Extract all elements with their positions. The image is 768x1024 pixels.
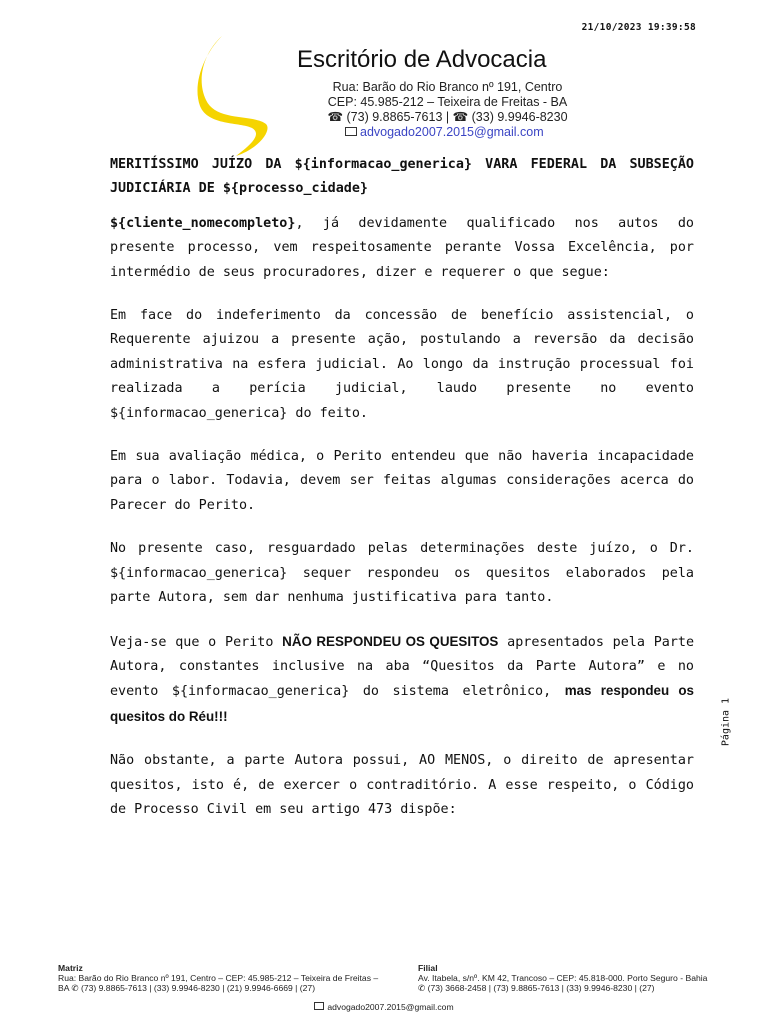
paragraph-present-case: No presente caso, resguardado pelas determinações deste juízo, o Dr. ${informacao_generica} sequer respondeu os quesitos elaborados pela parte Autora, sem dar nenhuma justificativa para tanto.	[110, 541, 694, 606]
footer-branch	[418, 963, 718, 993]
p5-text-a: Veja-se que o Perito	[110, 634, 283, 650]
page-number-label: Página 1	[720, 697, 732, 747]
footer-email[interactable]	[0, 1002, 768, 1012]
envelope-icon	[314, 1002, 324, 1010]
envelope-icon	[345, 127, 357, 136]
footer-right-line2: ✆ (73) 3668-2458 | (73) 9.8865-7613 | (33) 9.9946-8230 | (27)	[418, 983, 655, 993]
p5-bold-b: mas respondeu os quesitos do Réu!!!	[110, 683, 694, 724]
addressee-heading: MERITÍSSIMO JUÍZO DA ${informacao_generica} VARA FEDERAL DA SUBSEÇÃO JUDICIÁRIA DE ${processo_cidade}	[110, 157, 694, 197]
footer-left-line2: BA ✆ (73) 9.8865-7613 | (33) 9.9946-8230 | (21) 9.9946-6669 | (27)	[58, 983, 316, 993]
paragraph-facts: Em face do indeferimento da concessão de benefício assistencial, o Requerente ajuizou a presente ação, postulando a reversão da decisão administrativa na esfera judicial. Ao longo da instrução processual foi realizada a perícia judicial, laudo presente no evento ${informacao_generica} do feito.	[110, 308, 694, 421]
p5-bold-a: NÃO RESPONDEU OS QUESITOS	[282, 633, 499, 649]
footer-right-title: Filial	[418, 963, 438, 973]
document-body	[110, 153, 694, 841]
footer-left-title: Matriz	[58, 963, 83, 973]
p5-text-b: apresentados pela Parte Autora, constantes inclusive na aba “Quesitos da Parte Autora” e no evento ${informacao_generica} do sistema eletrônico,	[110, 634, 695, 700]
firm-logo-icon	[196, 34, 274, 160]
phone-numbers: ☎ (73) 9.8865-7613 | ☎ (33) 9.9946-8230	[327, 110, 568, 124]
paragraph-intro	[110, 212, 694, 285]
intro-text: , já devidamente qualificado nos autos do presente processo, vem respeitosamente perante Vossa Excelência, por intermédio de seus procuradores, dizer e requerer o que segue:	[110, 215, 694, 280]
page-number	[714, 692, 738, 752]
footer-right-line1: Av. Itabela, s/nº. KM 42, Trancoso – CEP: 45.818-000. Porto Seguro - Bahia	[418, 973, 708, 983]
firm-name: Escritório de Advocacia	[297, 46, 547, 73]
footer-left-line1: Rua: Barão do Rio Branco nº 191, Centro – CEP: 45.985-212 – Teixeira de Freitas –	[58, 973, 379, 983]
address-line-street: Rua: Barão do Rio Branco nº 191, Centro	[332, 80, 563, 94]
paragraph-medical-evaluation: Em sua avaliação médica, o Perito entendeu que não haveria incapacidade para o labor. Todavia, devem ser feitas algumas considerações acerca do Parecer do Perito.	[110, 449, 694, 513]
print-timestamp: 21/10/2023 19:39:58	[581, 22, 696, 33]
firm-email-text[interactable]: advogado2007.2015@gmail.com	[360, 125, 544, 139]
paragraph-unanswered-questions	[110, 630, 694, 731]
firm-address	[325, 80, 570, 125]
footer-headquarters	[58, 963, 388, 993]
paragraph-right-to-questions: Não obstante, a parte Autora possui, AO MENOS, o direito de apresentar quesitos, isto é, de exercer o contraditório. A esse respeito, o Código de Processo Civil em seu artigo 473 dispõe:	[110, 753, 694, 817]
footer-email-text[interactable]: advogado2007.2015@gmail.com	[327, 1002, 454, 1012]
firm-email[interactable]	[345, 125, 544, 139]
client-name-placeholder: ${cliente_nomecompleto}	[110, 215, 296, 231]
address-line-cep: CEP: 45.985-212 – Teixeira de Freitas - BA	[327, 95, 568, 109]
